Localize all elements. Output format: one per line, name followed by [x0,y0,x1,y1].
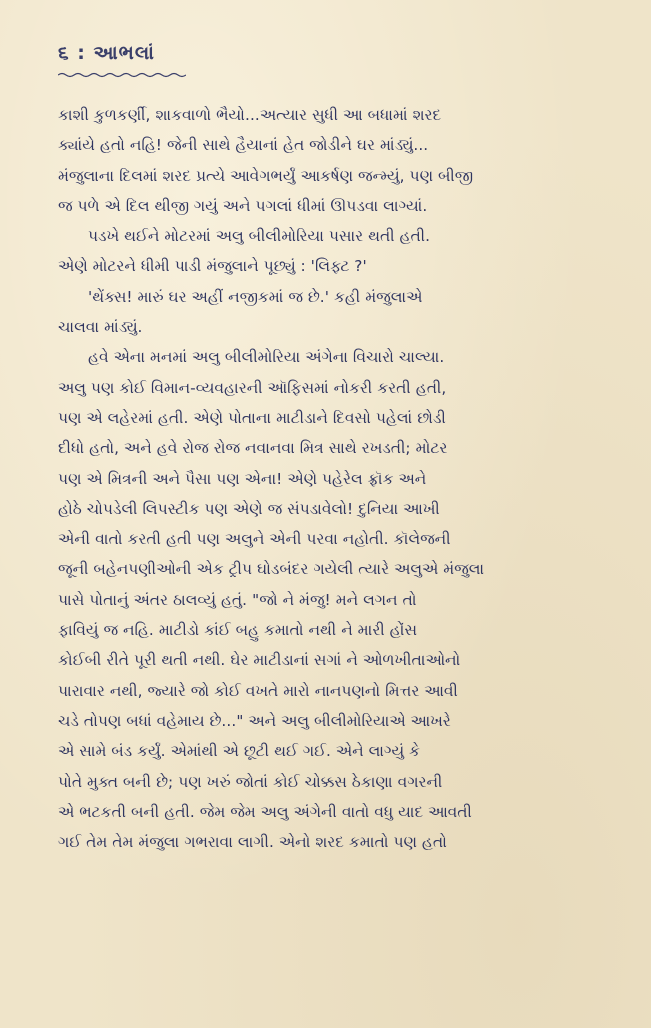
text-line: પોતે મુક્ત બની છે; પણ ખરું જોતાં કોઈ ચોક્કસ ઠેકાણા વગરની [58,772,443,791]
text-line: 'થેંક્સ! મારું ઘર અહીં નજીકમાં જ છે.' કહી મંજુલાએ [88,287,423,306]
text-line: પડખે થઈને મોટરમાં અલુ બીલીમોરિયા પસાર થતી હતી. [88,227,431,246]
text-line: પણ એ લહેરમાં હતી. એણે પોતાના માટીડાને દિવસો પહેલાં છોડી [58,408,446,427]
text-line: એણે મોટરને ધીમી પાડી મંજુલાને પૂછ્યું : 'લિફ્ટ ?' [58,257,367,276]
text-line: એ ભટકતી બની હતી. જેમ જેમ અલુ અંગેની વાતો વધુ યાદ આવતી [58,802,472,821]
text-line: હોઠે ચોપડેલી લિપસ્ટીક પણ એણે જ સંપડાવેલો! દુનિયા આખી [58,499,440,518]
text-line: કાશી કુળકર્ણી, શાકવાળો ભૈયો...અત્યાર સુધી આ બધામાં શરદ [58,106,442,124]
text-line: પણ એ મિત્રની અને પૈસા પણ એના! એણે પહેરેલ ફ્રૉક અને [58,469,427,488]
text-line: એની વાતો કરતી હતી પણ અલુને એની પરવા નહોતી. કૉલેજની [58,530,451,549]
text-line: એ સામે બંડ કર્યું. એમાંથી એ છૂટી થઈ ગઈ. એને લાગ્યું કે [58,742,420,761]
text-line: મંજુલાના દિલમાં શરદ પ્રત્યે આવેગભર્યું આકર્ષણ જન્મ્યું, પણ બીજી [58,166,473,185]
ornamental-rule [58,72,186,78]
text-line: જ પળે એ દિલ થીજી ગયું અને પગલાં ધીમાં ઊપડવા લાગ્યાં. [58,196,428,215]
text-line: અલુ પણ કોઈ વિમાન-વ્યવહારની ઑફિસમાં નોકરી કરતી હતી, [58,378,447,397]
text-line: પાસે પોતાનું અંતર ઠાલવ્યું હતું. "જો ને મંજુ! મને લગન તો [58,590,417,609]
body-text [58,100,623,857]
text-line: ફાવિયું જ નહિ. માટીડો કાંઈ બહુ કમાતો નથી ને મારી હોંસ [58,621,417,640]
text-line: ક્યાંયે હતો નહિ! જેની સાથે હૈયાનાં હેત જોડીને ઘર માંડ્યું... [58,136,429,155]
text-line: ચડે તોપણ બધાં વહેમાય છે..." અને અલુ બીલીમોરિયાએ આખરે [58,711,451,730]
text-line: પારાવાર નથી, જ્યારે જો કોઈ વખતે મારો નાનપણનો મિત્તર આવી [58,681,458,700]
text-line: જૂની બહેનપણીઓની એક ટ્રીપ ઘોડબંદર ગયેલી ત્યારે અલુએ મંજુલા [58,560,485,579]
text-line: કોઈબી રીતે પૂરી થતી નથી. ઘેર માટીડાનાં સગાં ને ઓળખીતાઓનો [58,651,461,670]
text-line: ચાલવા માંડ્યું. [58,318,143,337]
text-line: દીધો હતો, અને હવે રોજ રોજ નવાનવા મિત્ર સાથે રખડતી; મોટર [58,439,448,458]
running-head: ૬ : આભલાં [58,42,155,64]
text-line: ગઈ તેમ તેમ મંજુલા ગભરાવા લાગી. એનો શરદ કમાતો પણ હતો [58,833,447,852]
text-line: હવે એના મનમાં અલુ બીલીમોરિયા અંગેના વિચારો ચાલ્યા. [88,348,445,367]
